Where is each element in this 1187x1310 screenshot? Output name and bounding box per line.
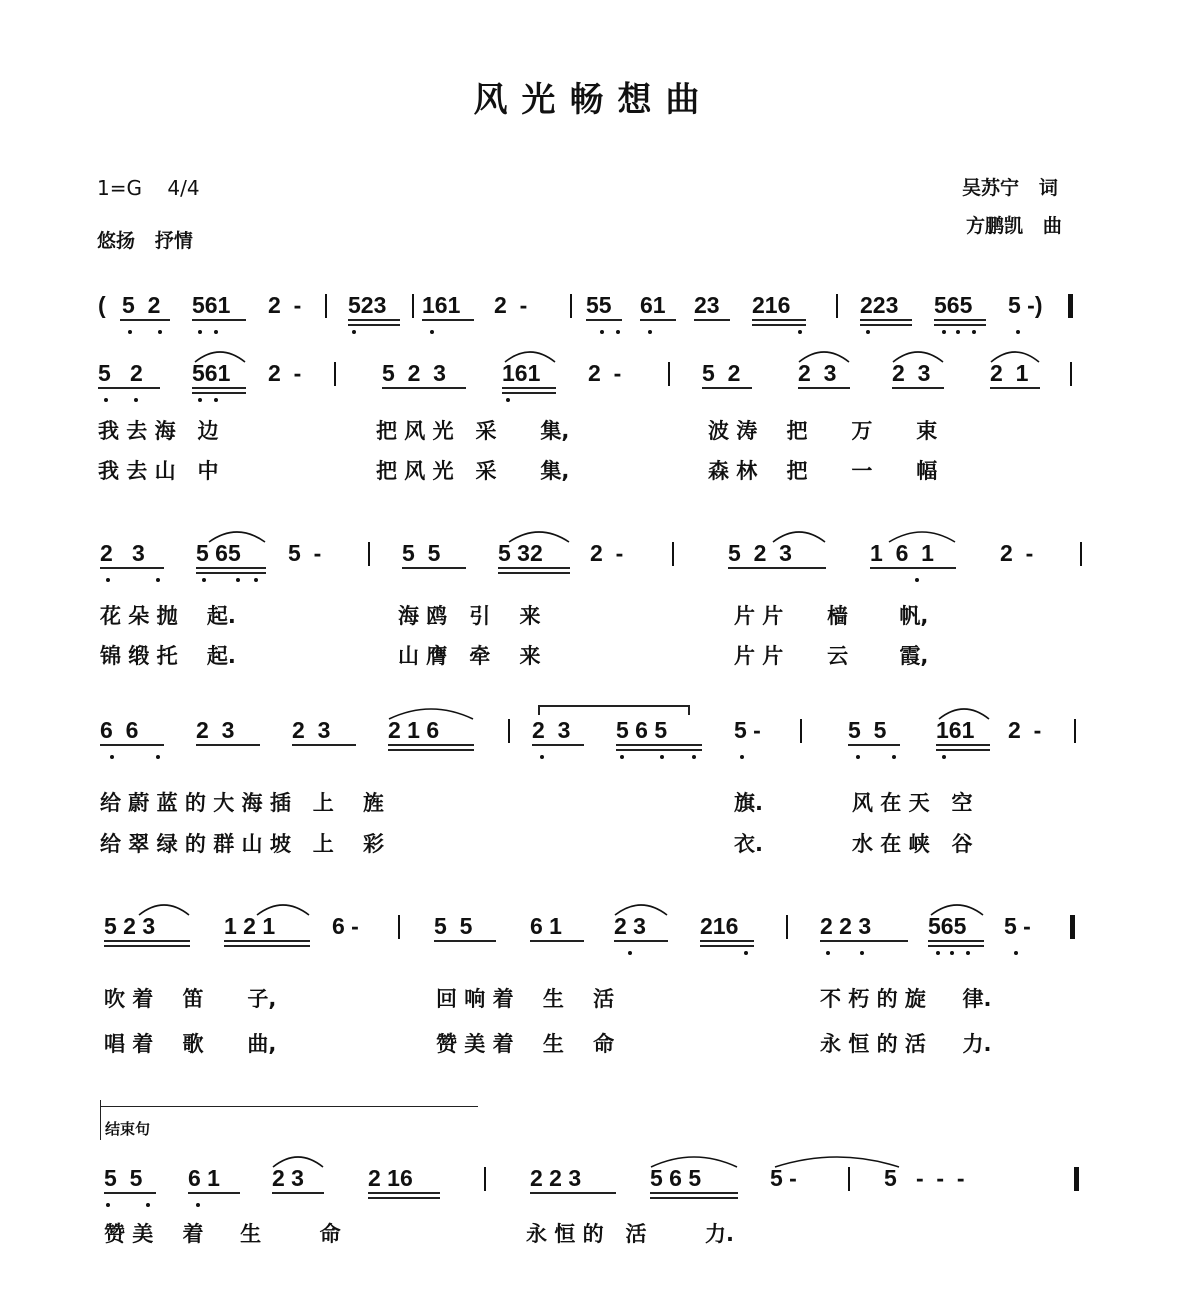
duration-underline bbox=[224, 940, 310, 942]
duration-underline bbox=[192, 387, 246, 389]
end-bar-line bbox=[1068, 294, 1073, 318]
octave-dot bbox=[430, 330, 434, 334]
note-group: 61 bbox=[640, 292, 666, 318]
octave-dot bbox=[106, 1203, 110, 1207]
duration-underline bbox=[192, 319, 246, 321]
slur-tie bbox=[938, 705, 990, 721]
note-group: 55 bbox=[586, 292, 612, 318]
note-group: 2 - bbox=[494, 292, 528, 318]
duration-underline bbox=[586, 319, 622, 321]
note-group: 2 - bbox=[1008, 717, 1042, 743]
bar-line bbox=[848, 1167, 850, 1191]
composer-credit: 方鹏凯 曲 bbox=[966, 215, 1062, 237]
lyric-segment: 把 风 光 采 集, bbox=[376, 459, 570, 483]
note-group: 5 2 3 bbox=[728, 540, 792, 566]
octave-dot bbox=[856, 755, 860, 759]
note-group: 161 bbox=[936, 717, 975, 743]
octave-dot bbox=[214, 398, 218, 402]
note-group: 2 1 6 bbox=[388, 717, 440, 743]
lyric-segment: 波 涛 把 万 束 bbox=[708, 419, 938, 443]
octave-dot bbox=[352, 330, 356, 334]
note-group: 5 2 bbox=[98, 360, 143, 386]
note-group: 2 - bbox=[1000, 540, 1034, 566]
note-group: 2 - bbox=[590, 540, 624, 566]
duration-underline bbox=[700, 940, 754, 942]
duration-underline bbox=[752, 319, 806, 321]
octave-dot bbox=[692, 755, 696, 759]
octave-dot bbox=[158, 330, 162, 334]
octave-dot bbox=[915, 578, 919, 582]
duration-underline bbox=[100, 744, 164, 746]
duration-underline bbox=[694, 319, 730, 321]
note-group: 6 6 bbox=[100, 717, 139, 743]
note-group: 23 bbox=[694, 292, 720, 318]
bar-line bbox=[412, 294, 414, 318]
octave-dot bbox=[616, 330, 620, 334]
slur-tie bbox=[256, 901, 310, 917]
duration-underline bbox=[368, 1192, 440, 1194]
note-group: 561 bbox=[192, 292, 231, 318]
duration-underline bbox=[422, 319, 474, 321]
octave-dot bbox=[254, 578, 258, 582]
grouping-bracket bbox=[538, 705, 690, 715]
lyric-segment: 我 去 海 边 bbox=[98, 419, 219, 443]
slur-tie bbox=[614, 901, 668, 917]
bar-line bbox=[1074, 719, 1076, 743]
octave-dot bbox=[942, 755, 946, 759]
note-group: ( bbox=[98, 292, 106, 318]
lyric-segment: 衣. bbox=[734, 832, 763, 856]
slur-tie bbox=[138, 901, 190, 917]
octave-dot bbox=[214, 330, 218, 334]
octave-dot bbox=[942, 330, 946, 334]
octave-dot bbox=[110, 755, 114, 759]
bar-line bbox=[668, 362, 670, 386]
duration-underline bbox=[936, 749, 990, 751]
duration-underline bbox=[196, 567, 266, 569]
duration-underline bbox=[348, 324, 400, 326]
note-group: 216 bbox=[700, 913, 739, 939]
octave-dot bbox=[128, 330, 132, 334]
note-group: 6 - bbox=[332, 913, 359, 939]
duration-underline bbox=[196, 744, 260, 746]
note-group: 2 3 bbox=[892, 360, 931, 386]
octave-dot bbox=[628, 951, 632, 955]
lyric-segment: 片 片 樯 帆, bbox=[734, 604, 929, 628]
ending-bracket-stem bbox=[100, 1100, 101, 1140]
ending-bracket-line bbox=[100, 1106, 478, 1107]
duration-underline bbox=[928, 945, 984, 947]
note-group: 6 1 bbox=[188, 1165, 220, 1191]
note-group: 2 3 bbox=[100, 540, 145, 566]
duration-underline bbox=[860, 324, 912, 326]
octave-dot bbox=[972, 330, 976, 334]
note-group: 561 bbox=[192, 360, 231, 386]
note-group: 5 - bbox=[288, 540, 322, 566]
octave-dot bbox=[134, 398, 138, 402]
note-group: 565 bbox=[934, 292, 973, 318]
duration-underline bbox=[498, 567, 570, 569]
duration-underline bbox=[368, 1197, 440, 1199]
note-group: 5 - bbox=[734, 717, 761, 743]
bar-line bbox=[786, 915, 788, 939]
note-group: 5 -) bbox=[1008, 292, 1043, 318]
duration-underline bbox=[498, 572, 570, 574]
duration-underline bbox=[798, 387, 850, 389]
duration-underline bbox=[188, 1192, 240, 1194]
note-group: 1 2 1 bbox=[224, 913, 276, 939]
duration-underline bbox=[530, 940, 584, 942]
slur-tie bbox=[772, 528, 826, 544]
octave-dot bbox=[198, 398, 202, 402]
duration-underline bbox=[700, 945, 754, 947]
note-group: 161 bbox=[502, 360, 541, 386]
note-group: 2 1 bbox=[990, 360, 1029, 386]
duration-underline bbox=[434, 940, 496, 942]
duration-underline bbox=[640, 319, 676, 321]
note-group: 2 - bbox=[268, 292, 302, 318]
note-group: 2 3 bbox=[196, 717, 235, 743]
octave-dot bbox=[866, 330, 870, 334]
lyricist-credit: 吴苏宁 词 bbox=[962, 177, 1058, 199]
key-time-signature: 1=G 4/4 bbox=[97, 176, 200, 200]
octave-dot bbox=[1014, 951, 1018, 955]
duration-underline bbox=[388, 744, 474, 746]
lyric-segment: 把 风 光 采 集, bbox=[376, 419, 570, 443]
duration-underline bbox=[402, 567, 466, 569]
slur-tie bbox=[272, 1153, 324, 1169]
slur-tie bbox=[892, 348, 944, 364]
duration-underline bbox=[752, 324, 806, 326]
bar-line bbox=[508, 719, 510, 743]
octave-dot bbox=[1016, 330, 1020, 334]
bar-line bbox=[570, 294, 572, 318]
note-group: 2 - bbox=[268, 360, 302, 386]
octave-dot bbox=[202, 578, 206, 582]
slur-tie bbox=[194, 348, 246, 364]
note-group: 5 5 bbox=[434, 913, 473, 939]
duration-underline bbox=[702, 387, 752, 389]
duration-underline bbox=[104, 940, 190, 942]
bar-line bbox=[398, 915, 400, 939]
note-group: 5 2 3 bbox=[104, 913, 156, 939]
slur-tie bbox=[774, 1153, 900, 1169]
bar-line bbox=[1080, 542, 1082, 566]
note-group: 5 - bbox=[1004, 913, 1031, 939]
octave-dot bbox=[956, 330, 960, 334]
slur-tie bbox=[504, 348, 556, 364]
duration-underline bbox=[990, 387, 1040, 389]
note-group: 2 2 3 bbox=[820, 913, 872, 939]
note-group: 565 bbox=[928, 913, 967, 939]
lyric-segment: 回 响 着 生 活 bbox=[436, 987, 615, 1011]
duration-underline bbox=[650, 1192, 738, 1194]
end-bar-line bbox=[1074, 1167, 1079, 1191]
duration-underline bbox=[120, 319, 170, 321]
duration-underline bbox=[382, 387, 466, 389]
duration-underline bbox=[934, 324, 986, 326]
note-group: 216 bbox=[752, 292, 791, 318]
bar-line bbox=[334, 362, 336, 386]
octave-dot bbox=[540, 755, 544, 759]
octave-dot bbox=[106, 578, 110, 582]
note-group: 5 2 bbox=[702, 360, 741, 386]
lyric-segment: 锦 缎 托 起. bbox=[100, 644, 236, 668]
duration-underline bbox=[502, 392, 556, 394]
lyric-segment: 风 在 天 空 bbox=[852, 791, 973, 815]
octave-dot bbox=[950, 951, 954, 955]
duration-underline bbox=[820, 940, 908, 942]
lyric-segment: 吹 着 笛 子, bbox=[104, 987, 277, 1011]
duration-underline bbox=[848, 744, 900, 746]
note-group: 2 3 bbox=[272, 1165, 304, 1191]
note-group: 5 5 bbox=[402, 540, 441, 566]
lyric-segment: 我 去 山 中 bbox=[98, 459, 219, 483]
bar-line bbox=[484, 1167, 486, 1191]
duration-underline bbox=[192, 392, 246, 394]
lyric-segment: 森 林 把 一 幅 bbox=[708, 459, 938, 483]
octave-dot bbox=[826, 951, 830, 955]
note-group: 223 bbox=[860, 292, 899, 318]
duration-underline bbox=[870, 567, 956, 569]
duration-underline bbox=[502, 387, 556, 389]
note-group: 2 2 3 bbox=[530, 1165, 582, 1191]
slur-tie bbox=[888, 528, 956, 544]
note-group: 2 3 bbox=[614, 913, 646, 939]
note-group: 5 2 bbox=[122, 292, 161, 318]
bar-line bbox=[368, 542, 370, 566]
note-group: 1 6 1 bbox=[870, 540, 934, 566]
slur-tie bbox=[990, 348, 1040, 364]
octave-dot bbox=[936, 951, 940, 955]
duration-underline bbox=[272, 1192, 324, 1194]
lyric-segment: 海 鸥 引 来 bbox=[398, 604, 541, 628]
duration-underline bbox=[532, 744, 584, 746]
duration-underline bbox=[530, 1192, 616, 1194]
bar-line bbox=[672, 542, 674, 566]
slur-tie bbox=[508, 528, 570, 544]
lyric-segment: 花 朵 抛 起. bbox=[100, 604, 236, 628]
duration-underline bbox=[892, 387, 944, 389]
note-group: 5 2 3 bbox=[382, 360, 446, 386]
slur-tie bbox=[798, 348, 850, 364]
note-group: 5 6 5 bbox=[650, 1165, 702, 1191]
lyric-segment: 赞 美 着 生 命 bbox=[104, 1222, 341, 1246]
note-group: 2 3 bbox=[798, 360, 837, 386]
duration-underline bbox=[100, 567, 164, 569]
lyric-segment: 唱 着 歌 曲, bbox=[104, 1032, 277, 1056]
duration-underline bbox=[196, 572, 266, 574]
note-group: 523 bbox=[348, 292, 387, 318]
lyric-segment: 永 恒 的 活 力. bbox=[820, 1032, 992, 1056]
slur-tie bbox=[930, 901, 984, 917]
note-group: 2 3 bbox=[292, 717, 331, 743]
octave-dot bbox=[156, 755, 160, 759]
duration-underline bbox=[388, 749, 474, 751]
page-title: 风光畅想曲 bbox=[473, 80, 714, 120]
octave-dot bbox=[198, 330, 202, 334]
duration-underline bbox=[616, 749, 702, 751]
octave-dot bbox=[600, 330, 604, 334]
duration-underline bbox=[614, 940, 668, 942]
octave-dot bbox=[146, 1203, 150, 1207]
bar-line bbox=[836, 294, 838, 318]
lyric-segment: 给 翠 绿 的 群 山 坡 上 彩 bbox=[100, 832, 385, 856]
duration-underline bbox=[934, 319, 986, 321]
duration-underline bbox=[224, 945, 310, 947]
octave-dot bbox=[620, 755, 624, 759]
lyric-segment: 不 朽 的 旋 律. bbox=[820, 987, 992, 1011]
note-group: 5 32 bbox=[498, 540, 543, 566]
duration-underline bbox=[104, 1192, 156, 1194]
lyric-segment: 片 片 云 霞, bbox=[734, 644, 929, 668]
duration-underline bbox=[104, 945, 190, 947]
octave-dot bbox=[740, 755, 744, 759]
note-group: 2 - bbox=[588, 360, 622, 386]
note-group: 5 65 bbox=[196, 540, 241, 566]
octave-dot bbox=[236, 578, 240, 582]
note-group: 2 3 bbox=[532, 717, 571, 743]
octave-dot bbox=[892, 755, 896, 759]
duration-underline bbox=[98, 387, 160, 389]
duration-underline bbox=[650, 1197, 738, 1199]
octave-dot bbox=[104, 398, 108, 402]
ending-label: 结束句 bbox=[105, 1120, 151, 1138]
octave-dot bbox=[966, 951, 970, 955]
note-group: 5 5 bbox=[104, 1165, 143, 1191]
slur-tie bbox=[650, 1153, 738, 1169]
lyric-segment: 旗. bbox=[734, 791, 763, 815]
lyric-segment: 赞 美 着 生 命 bbox=[436, 1032, 615, 1056]
octave-dot bbox=[196, 1203, 200, 1207]
note-group: 6 1 bbox=[530, 913, 562, 939]
duration-underline bbox=[348, 319, 400, 321]
octave-dot bbox=[744, 951, 748, 955]
note-group: 161 bbox=[422, 292, 461, 318]
end-bar-line bbox=[1070, 915, 1075, 939]
lyric-segment: 山 膺 牵 来 bbox=[398, 644, 541, 668]
note-group: 5 - - - bbox=[884, 1165, 965, 1191]
duration-underline bbox=[928, 940, 984, 942]
note-group: 2 16 bbox=[368, 1165, 413, 1191]
octave-dot bbox=[860, 951, 864, 955]
note-group: 5 5 bbox=[848, 717, 887, 743]
slur-tie bbox=[388, 705, 474, 721]
duration-underline bbox=[860, 319, 912, 321]
octave-dot bbox=[660, 755, 664, 759]
lyric-segment: 永 恒 的 活 力. bbox=[526, 1222, 735, 1246]
duration-underline bbox=[616, 744, 702, 746]
note-group: 5 - bbox=[770, 1165, 797, 1191]
note-group: 5 6 5 bbox=[616, 717, 668, 743]
lyric-segment: 给 蔚 蓝 的 大 海 插 上 旌 bbox=[100, 791, 385, 815]
duration-underline bbox=[936, 744, 990, 746]
duration-underline bbox=[292, 744, 356, 746]
octave-dot bbox=[648, 330, 652, 334]
slur-tie bbox=[208, 528, 266, 544]
tempo-marking: 悠扬 抒情 bbox=[97, 230, 193, 252]
bar-line bbox=[325, 294, 327, 318]
bar-line bbox=[1070, 362, 1072, 386]
octave-dot bbox=[506, 398, 510, 402]
lyric-segment: 水 在 峡 谷 bbox=[852, 832, 973, 856]
octave-dot bbox=[798, 330, 802, 334]
duration-underline bbox=[728, 567, 826, 569]
octave-dot bbox=[156, 578, 160, 582]
bar-line bbox=[800, 719, 802, 743]
